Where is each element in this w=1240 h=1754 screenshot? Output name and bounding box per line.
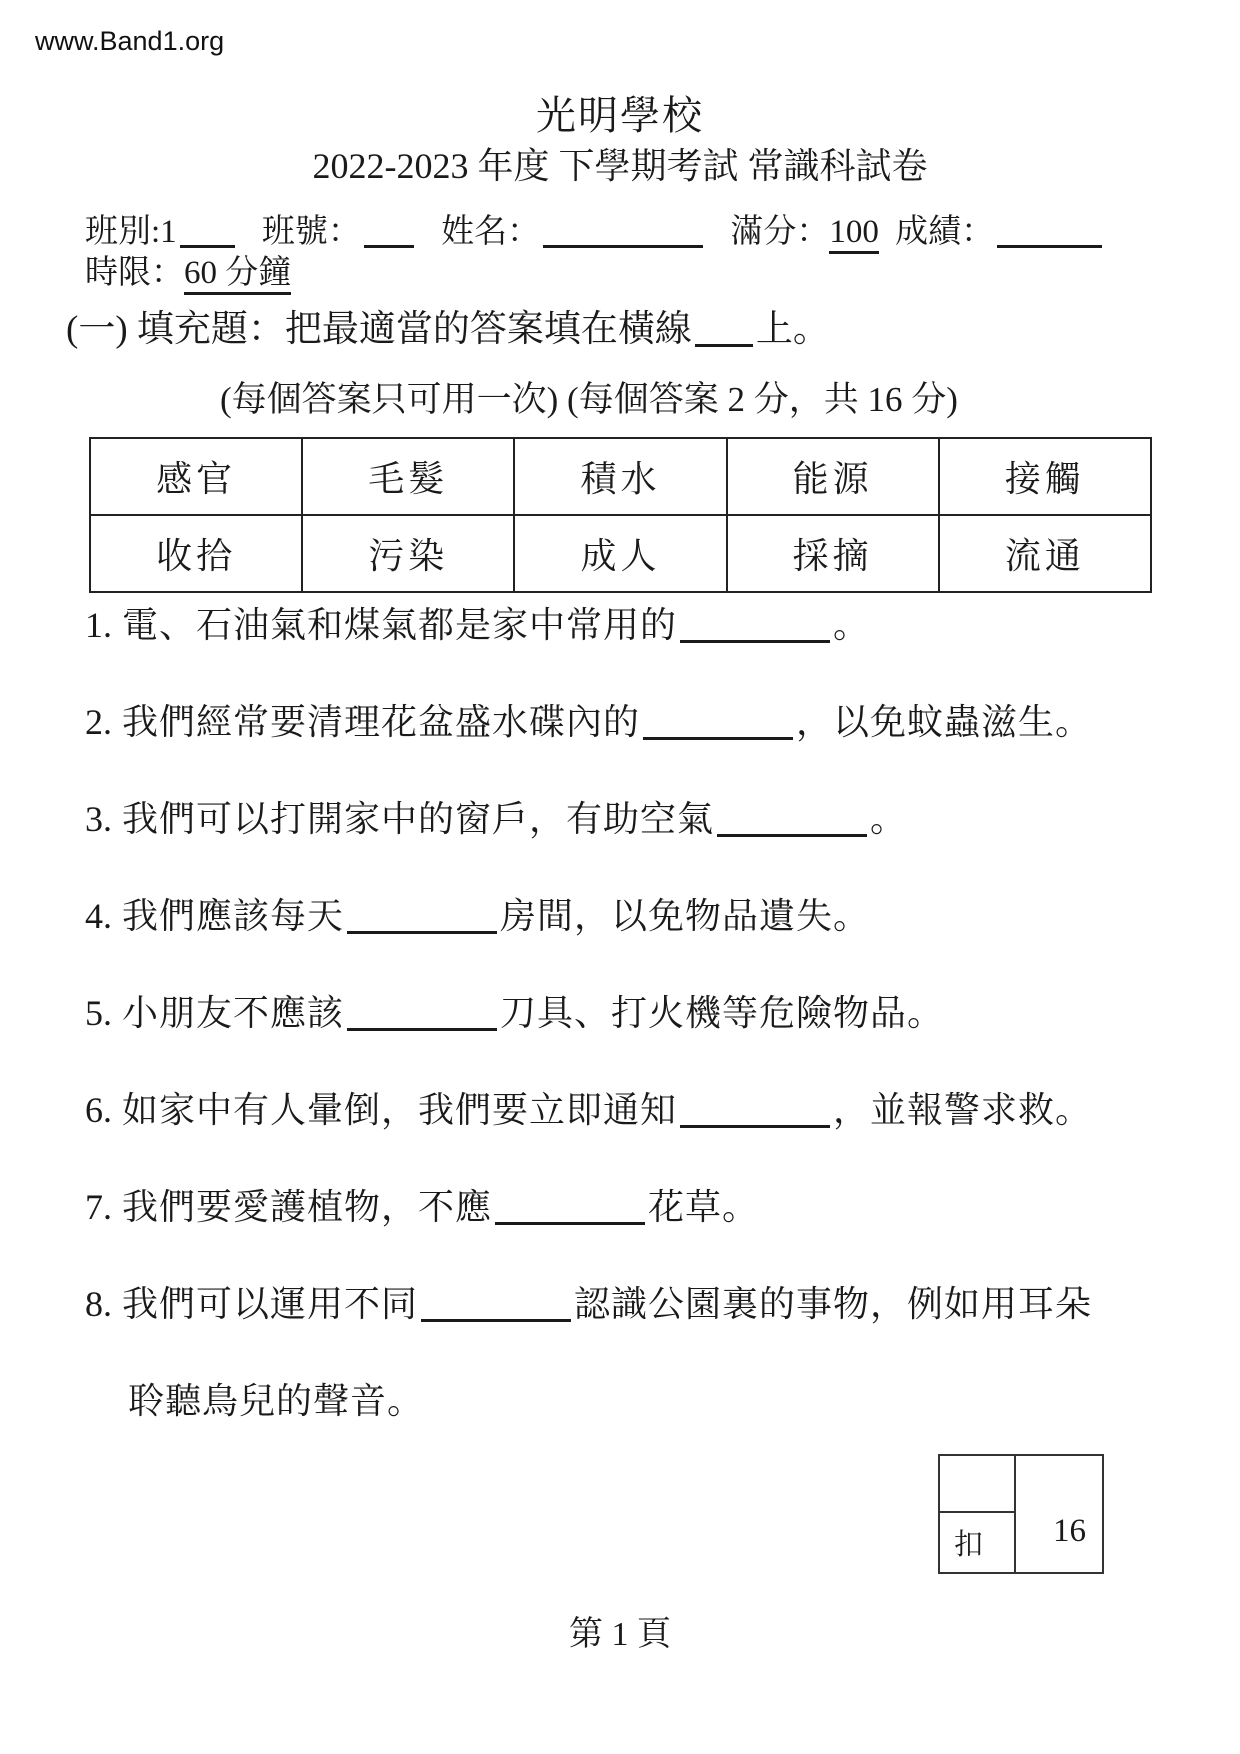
section-one-heading: [66, 298, 830, 352]
section-total-marks: 16: [1053, 1513, 1086, 1549]
class-label: 班別:1: [85, 214, 177, 250]
time-limit-label: 時限：: [85, 255, 184, 291]
site-watermark: www.Band1.org: [35, 26, 225, 56]
question-text-pre: 電、石油氣和煤氣都是家中常用的: [122, 605, 678, 645]
question-text-post: ，並報警求救。: [833, 1090, 1093, 1130]
school-title: 光明學校: [536, 93, 704, 138]
word-bank-cell: 流通: [939, 515, 1151, 592]
answer-blank-4: [347, 931, 497, 934]
answer-blank-6: [680, 1125, 830, 1128]
question-text-pre: 我們要愛護植物，不應: [122, 1187, 493, 1227]
name-answer-blank: [543, 245, 703, 248]
word-bank-table: [89, 437, 1152, 593]
word-bank-cell: 污染: [302, 515, 514, 592]
word-bank-cell: 採摘: [727, 515, 939, 592]
question-5: [85, 985, 944, 1036]
class-no-answer-blank: [364, 245, 414, 248]
question-number: 3.: [85, 799, 112, 839]
question-text-pre: 小朋友不應該: [122, 993, 345, 1033]
word-bank-cell: 能源: [727, 438, 939, 515]
word-bank-cell: 積水: [514, 438, 726, 515]
question-text-pre: 我們應該每天: [122, 896, 345, 936]
class-no-label: 班號：: [261, 214, 361, 250]
name-label: 姓名：: [441, 214, 541, 250]
question-text-post: 花草。: [648, 1187, 760, 1227]
question-number: 8.: [85, 1284, 112, 1324]
question-text-post: 認識公園裏的事物，例如用耳朵: [574, 1284, 1093, 1324]
question-text-post: 刀具、打火機等危險物品。: [500, 993, 945, 1033]
answer-blank-5: [347, 1028, 497, 1031]
answer-blank-1: [680, 640, 830, 643]
section-heading-text: (一) 填充題：把最適當的答案填在橫線: [66, 309, 692, 350]
question-3: [85, 791, 907, 842]
deduct-label: 扣: [954, 1529, 984, 1561]
time-limit-value: 60 分鐘: [184, 255, 291, 295]
question-text-post: 。: [833, 605, 871, 645]
question-text-pre: 如家中有人暈倒，我們要立即通知: [122, 1090, 678, 1130]
word-bank-cell: 接觸: [939, 438, 1151, 515]
answer-blank-2: [643, 737, 793, 740]
full-marks-label: 滿分：: [730, 214, 830, 250]
question-number: 7.: [85, 1187, 112, 1227]
question-text-post: ，以免蚊蟲滋生。: [796, 702, 1093, 742]
answer-blank-3: [717, 834, 867, 837]
question-number: 6.: [85, 1090, 112, 1130]
section-heading-tail: 上。: [755, 309, 830, 350]
question-8-line-2: 聆聽鳥兒的聲音。: [128, 1381, 425, 1421]
word-bank-cell: 成人: [514, 515, 726, 592]
question-number: 4.: [85, 896, 112, 936]
result-answer-blank: [997, 245, 1102, 248]
time-limit-line: [85, 246, 291, 293]
exam-subtitle: 2022-2023 年度 下學期考試 常識科試卷: [312, 146, 928, 186]
heading-inline-blank: [695, 344, 753, 347]
word-bank-cell: 毛髮: [302, 438, 514, 515]
score-box-deduct-cell: [940, 1513, 1016, 1572]
question-text-post: 。: [870, 799, 908, 839]
word-bank-cell: 感官: [90, 438, 302, 515]
question-1: [85, 597, 870, 648]
answer-blank-8: [421, 1319, 571, 1322]
question-text-pre: 我們可以打開家中的窗戶，有助空氣: [122, 799, 715, 839]
full-marks-value: 100: [829, 214, 879, 254]
question-number: 1.: [85, 605, 112, 645]
score-box-empty-cell: [940, 1456, 1016, 1513]
question-text-pre: 我們經常要清理花盆盛水碟內的: [122, 702, 641, 742]
result-label: 成績：: [895, 214, 995, 250]
question-8: [85, 1276, 1092, 1327]
question-text-post: 房間，以免物品遺失。: [500, 896, 871, 936]
word-bank-cell: 收拾: [90, 515, 302, 592]
question-2: [85, 694, 1092, 745]
word-bank-row: [90, 438, 1151, 515]
page-number: 第 1 頁: [569, 1616, 671, 1653]
question-text-pre: 我們可以運用不同: [122, 1284, 419, 1324]
question-number: 5.: [85, 993, 112, 1033]
question-number: 2.: [85, 702, 112, 742]
question-4: [85, 888, 870, 939]
word-bank-row: [90, 515, 1151, 592]
score-box-total-cell: [1016, 1456, 1102, 1572]
question-6: [85, 1082, 1092, 1133]
section-note: (每個答案只可用一次) (每個答案 2 分，共 16 分): [220, 380, 958, 419]
question-7: [85, 1179, 759, 1230]
answer-blank-7: [495, 1222, 645, 1225]
score-box: [938, 1454, 1104, 1574]
student-info-line: [85, 205, 1105, 252]
